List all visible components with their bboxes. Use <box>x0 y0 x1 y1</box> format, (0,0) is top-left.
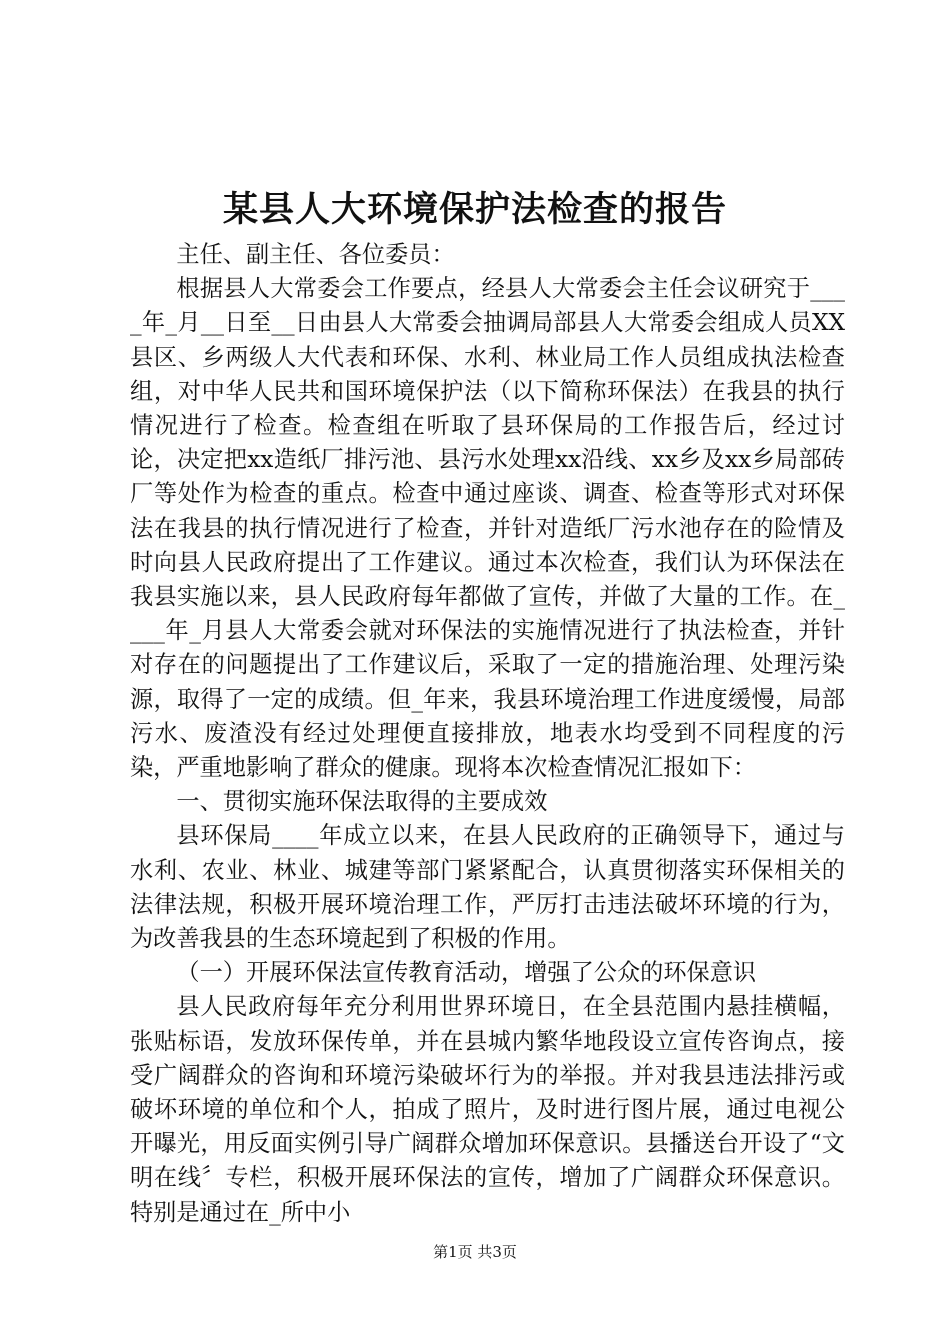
section-heading: 一、贯彻实施环保法取得的主要成效 <box>176 788 548 816</box>
paragraph-subsection-1: 县人民政府每年充分利用世界环境日，在全县范围内悬挂横幅，张贴标语，发放环保传单，并在县城内繁华地段设立宣传咨询点，接受广阔群众的咨询和环境污染破坏行为的举报。并对我县违法排污或破坏环境的单位和个人，拍成了照片，及时进行图片展，通过电视公开曝光，用反面实例引导广阔群众增加环保意识。县播送台开设了“文明在线〞专栏，积极开展环保法的宣传，增加了广阔群众环保意识。特别是通过在_所中小 <box>130 993 845 1226</box>
paragraph-intro: 根据县人大常委会工作要点，经县人大常委会主任会议研究于____年_月__日至__日由县人大常委会抽调局部县人大常委会组成人员XX县区、乡两级人大代表和环保、水利、林业局工作人员组成执法检查组，对中华人民共和国环境保护法（以下简称环保法）在我县的执行情况进行了检查。检查组在听取了县环保局的工作报告后，经过讨论，决定把xx造纸厂排污池、县污水处理xx沿线、xx乡及xx乡局部砖厂等处作为检查的重点。检查中通过座谈、调查、检查等形式对环保法在我县的执行情况进行了检查，并针对造纸厂污水池存在的险情及时向县人民政府提出了工作建议。通过本次检查，我们认为环保法在我县实施以来，县人民政府每年都做了宣传，并做了大量的工作。在____年_月县人大常委会就对环保法的实施情况进行了执法检查，并针对存在的问题提出了工作建议后，采取了一定的措施治理、处理污染源，取得了一定的成绩。但_年来，我县环境治理工作进度缓慢，局部污水、废渣没有经过处理便直接排放，地表水均受到不同程度的污染，严重地影响了群众的健康。现将本次检查情况汇报如下： <box>130 275 845 782</box>
paragraph-section-1: 县环保局____年成立以来，在县人民政府的正确领导下，通过与水利、农业、林业、城建等部门紧紧配合，认真贯彻落实环保相关的法律法规，积极开展环境治理工作，严厉打击违法破坏环境的行为，为改善我县的生态环境起到了积极的作用。 <box>130 822 845 953</box>
salutation: 主任、副主任、各位委员： <box>176 241 455 268</box>
page-number-footer: 第1页 共3页 <box>433 1243 517 1261</box>
document-body <box>130 238 845 1230</box>
page-title: 某县人大环境保护法检查的报告 <box>222 189 727 230</box>
subsection-heading: （一）开展环保法宣传教育活动，增强了公众的环保意识 <box>176 959 757 987</box>
